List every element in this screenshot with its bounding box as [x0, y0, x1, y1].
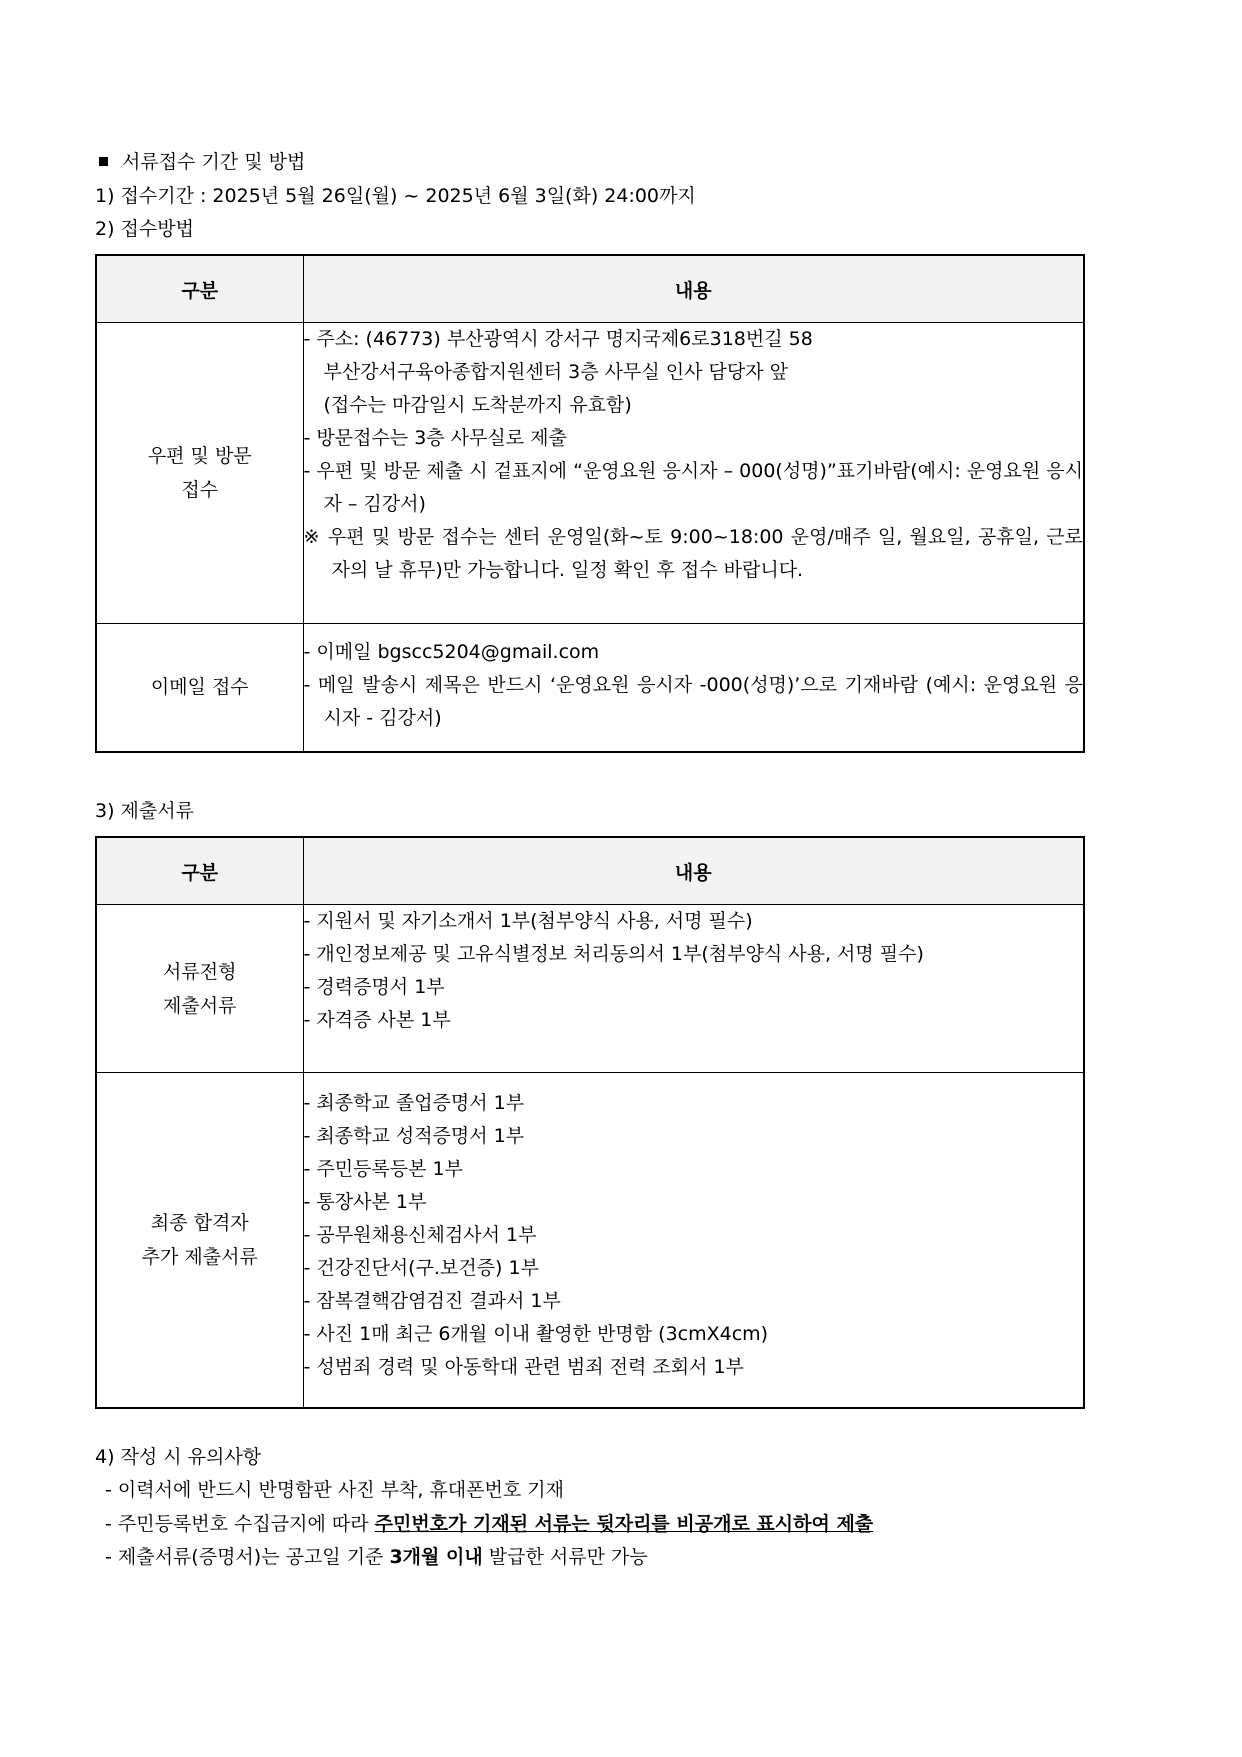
square-bullet-icon: [99, 157, 108, 166]
table-row: [96, 905, 1084, 1073]
section-title: 서류접수 기간 및 방법: [95, 147, 305, 177]
method-table: [95, 254, 1085, 753]
note-item: ※ 우편 및 방문 접수는 센터 운영일(화~토 9:00~18:00 운영/매주 일, 월요일, 공휴일, 근로자의 날 휴무)만 가능합니다. 일정 확인 후 접수 바랍니다.: [303, 526, 1083, 581]
list-item: (접수는 마감일시 도착분까지 유효함): [323, 394, 632, 416]
list-item: - 주민등록등본 1부: [303, 1158, 464, 1180]
table-row: [96, 323, 1084, 624]
list-item: - 주소: (46773) 부산광역시 강서구 명지국제6로318번길 58: [303, 328, 813, 350]
category-cell: 우편 및 방문 접수: [96, 323, 303, 624]
method-heading: 2) 접수방법: [95, 218, 194, 240]
note-line: - 주민등록번호 수집금지에 따라 주민번호가 기재된 서류는 뒷자리를 비공개로 표시하여 제출: [105, 1513, 874, 1535]
list-item: - 공무원채용신체검사서 1부: [303, 1224, 537, 1246]
list-item: - 메일 발송시 제목은 반드시 ‘운영요원 응시자 -000(성명)’으로 기재바람 (예시: 운영요원 응시자 - 김강서): [303, 674, 1083, 729]
column-header-content: 내용: [303, 837, 1084, 905]
list-item: - 건강진단서(구.보건증) 1부: [303, 1257, 539, 1279]
emphasis-text: 3개월 이내: [389, 1546, 483, 1568]
list-item: - 성범죄 경력 및 아동학대 관련 범죄 전력 조회서 1부: [303, 1356, 744, 1378]
note-line: - 이력서에 반드시 반명함판 사진 부착, 휴대폰번호 기재: [105, 1479, 564, 1501]
emphasis-text: 주민번호가 기재된 서류는 뒷자리를 비공개로 표시하여 제출: [374, 1513, 874, 1535]
list-item: - 통장사본 1부: [303, 1191, 427, 1213]
list-item: - 경력증명서 1부: [303, 976, 445, 998]
notes-heading: 4) 작성 시 유의사항: [95, 1446, 262, 1468]
category-cell: 최종 합격자 추가 제출서류: [96, 1073, 303, 1408]
table-row: [96, 624, 1084, 752]
content-cell: [303, 323, 1084, 624]
note-line: - 제출서류(증명서)는 공고일 기준 3개월 이내 발급한 서류만 가능: [105, 1546, 648, 1568]
list-item: - 우편 및 방문 제출 시 겉표지에 “운영요원 응시자 – 000(성명)”표기바람(예시: 운영요원 응시자 – 김강서): [303, 460, 1083, 515]
list-item: - 사진 1매 최근 6개월 이내 촬영한 반명함 (3cmX4cm): [303, 1323, 769, 1345]
column-header-category: 구분: [96, 255, 303, 323]
reception-period: 1) 접수기간 : 2025년 5월 26일(월) ~ 2025년 6월 3일(화) 24:00까지: [95, 185, 696, 207]
column-header-content: 내용: [303, 255, 1084, 323]
list-item: 부산강서구육아종합지원센터 3층 사무실 인사 담당자 앞: [323, 361, 788, 383]
content-cell: [303, 905, 1084, 1073]
list-item: - 방문접수는 3층 사무실로 제출: [303, 427, 567, 449]
list-item: - 최종학교 졸업증명서 1부: [303, 1092, 525, 1114]
content-cell: [303, 624, 1084, 752]
docs-heading: 3) 제출서류: [95, 800, 194, 822]
column-header-category: 구분: [96, 837, 303, 905]
list-item: - 자격증 사본 1부: [303, 1009, 451, 1031]
table-header-row: [96, 837, 1084, 905]
table-header-row: [96, 255, 1084, 323]
content-cell: [303, 1073, 1084, 1408]
list-item: - 개인정보제공 및 고유식별정보 처리동의서 1부(첨부양식 사용, 서명 필수): [303, 943, 924, 965]
table-row: [96, 1073, 1084, 1408]
list-item: - 최종학교 성적증명서 1부: [303, 1125, 525, 1147]
category-cell: 서류전형 제출서류: [96, 905, 303, 1073]
list-item: - 이메일 bgscc5204@gmail.com: [303, 641, 600, 663]
category-cell: 이메일 접수: [96, 624, 303, 752]
list-item: - 잠복결핵감염검진 결과서 1부: [303, 1290, 561, 1312]
list-item: - 지원서 및 자기소개서 1부(첨부양식 사용, 서명 필수): [303, 910, 753, 932]
docs-table: [95, 836, 1085, 1409]
